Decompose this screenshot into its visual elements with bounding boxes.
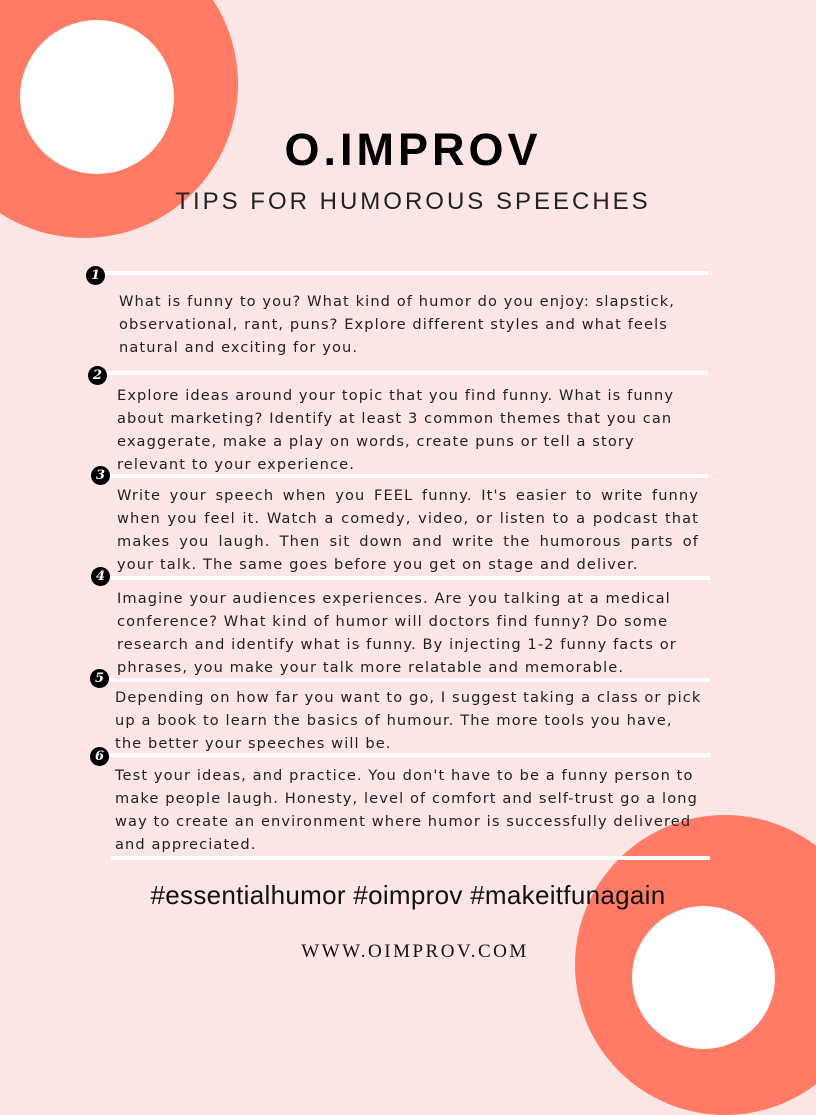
page-subtitle: TIPS FOR HUMOROUS SPEECHES	[175, 188, 651, 215]
page-title: O.IMPROV	[284, 124, 542, 175]
tip-number-badge: 5	[90, 669, 109, 688]
decorative-ring-bottom	[575, 815, 816, 1115]
divider	[104, 576, 710, 580]
tip-number-badge: 6	[90, 747, 109, 766]
tip-text: Imagine your audiences experiences. Are you talking at a medical conference? What kind of humor will doctors find funny? Do some research and identify what is funny. By injecting 1-2 funny facts or phrases, you make your talk more relatable and memorable.	[117, 590, 677, 676]
tip-number-badge: 1	[86, 266, 105, 285]
tip-text: Test your ideas, and practice. You don't have to be a funny person to make people laugh. Honesty, level of comfort and self-trust go a long way to create an environment where humor is successfully delivered and appreciated.	[115, 767, 698, 853]
website-link[interactable]: WWW.OIMPROV.COM	[301, 941, 529, 962]
tip-text: Explore ideas around your topic that you find funny. What is funny about marketing? Identify at least 3 common themes that you can exaggerate, make a play on words, create puns or tell a story relevant to your experience.	[117, 387, 675, 473]
ring-hole	[632, 906, 775, 1049]
hashtags: #essentialhumor #oimprov #makeitfunagain	[150, 880, 666, 910]
tip-text: What is funny to you? What kind of humor do you enjoy: slapstick, observational, rant, puns? Explore different styles and what feels natural and exciting for you.	[119, 293, 676, 356]
divider	[104, 271, 708, 275]
tip-number-badge: 2	[88, 366, 107, 385]
tip-text: Write your speech when you FEEL funny. It's easier to write funny when you feel it. Watch a comedy, video, or listen to a podcast that makes you laugh. Then sit down and write the humorous parts of your talk. The same goes before you get on stage and deliver.	[117, 487, 699, 573]
tip-number-badge: 3	[91, 466, 110, 485]
divider	[104, 371, 708, 375]
divider	[110, 856, 710, 860]
tip-text: Depending on how far you want to go, I suggest taking a class or pick up a book to learn the basics of humour. The more tools you have, the better your speeches will be.	[115, 689, 702, 752]
tip-number-badge: 4	[91, 567, 110, 586]
